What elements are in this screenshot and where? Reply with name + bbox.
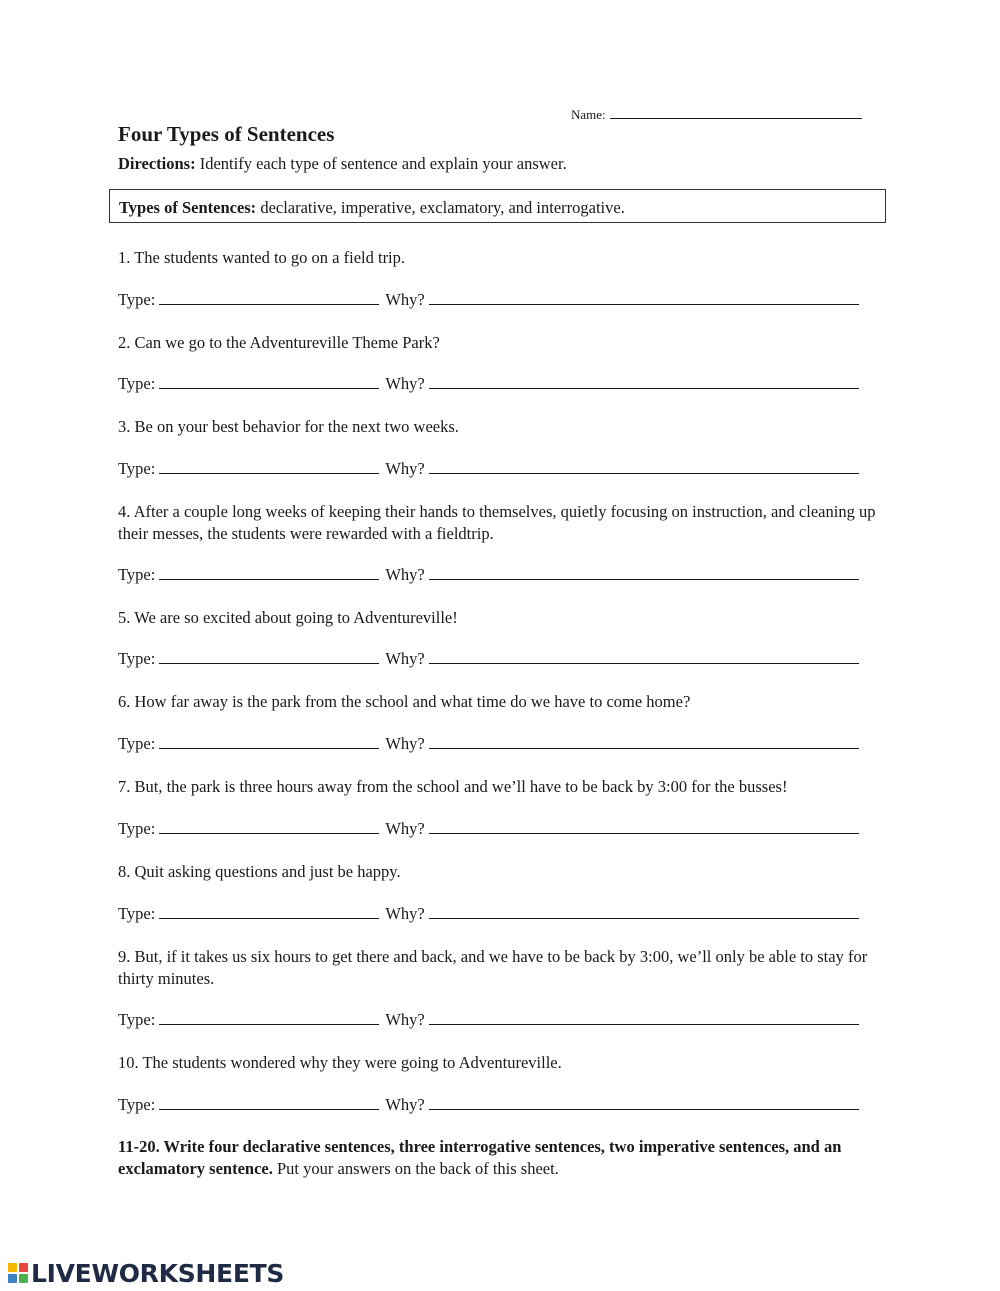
type-label: Type:	[118, 374, 156, 393]
liveworksheets-logo-text: LIVEWORKSHEETS	[31, 1258, 285, 1288]
why-label: Why?	[385, 1010, 425, 1029]
why-blank-6[interactable]	[429, 734, 859, 749]
answer-row-3	[118, 459, 859, 481]
sentence-types-label: Types of Sentences:	[119, 198, 257, 217]
why-label: Why?	[385, 374, 425, 393]
why-label: Why?	[385, 1095, 425, 1114]
why-blank-10[interactable]	[429, 1095, 859, 1110]
why-blank-9[interactable]	[429, 1010, 859, 1025]
question-6: 6. How far away is the park from the school and what time do we have to come home?	[118, 692, 691, 711]
type-label: Type:	[118, 290, 156, 309]
why-label: Why?	[385, 734, 425, 753]
type-blank-10[interactable]	[159, 1095, 379, 1110]
type-label: Type:	[118, 819, 156, 838]
type-blank-7[interactable]	[159, 819, 379, 834]
sentence-types-box	[109, 189, 886, 223]
type-blank-5[interactable]	[159, 649, 379, 664]
type-label: Type:	[118, 649, 156, 668]
type-label: Type:	[118, 1095, 156, 1114]
question-1: 1. The students wanted to go on a field trip.	[118, 248, 406, 267]
answer-row-2	[118, 374, 859, 396]
why-blank-2[interactable]	[429, 374, 859, 389]
directions-label: Directions:	[118, 154, 196, 173]
question-4: 4. After a couple long weeks of keeping their hands to themselves, quietly focusing on instruction, and cleaning up their messes, the students were rewarded with a fieldtrip.	[118, 502, 876, 543]
type-blank-4[interactable]	[159, 565, 379, 580]
answer-row-10	[118, 1095, 859, 1117]
question-7: 7. But, the park is three hours away from the school and we’ll have to be back by 3:00 for the busses!	[118, 777, 788, 796]
page-title: Four Types of Sentences	[118, 122, 335, 146]
answer-row-9	[118, 1010, 859, 1032]
why-blank-3[interactable]	[429, 459, 859, 474]
name-label: Name:	[571, 107, 606, 122]
why-label: Why?	[385, 459, 425, 478]
question-8: 8. Quit asking questions and just be happy.	[118, 862, 401, 881]
student-name-line	[571, 104, 862, 123]
why-label: Why?	[385, 565, 425, 584]
type-blank-3[interactable]	[159, 459, 379, 474]
type-blank-9[interactable]	[159, 1010, 379, 1025]
question-9: 9. But, if it takes us six hours to get there and back, and we have to be back by 3:00, we’ll only be able to stay for thirty minutes.	[118, 947, 868, 988]
type-blank-6[interactable]	[159, 734, 379, 749]
directions-text: Identify each type of sentence and explain your answer.	[195, 154, 567, 173]
liveworksheets-logo-icon	[8, 1263, 28, 1283]
type-blank-2[interactable]	[159, 374, 379, 389]
final-instructions	[118, 1136, 888, 1180]
question-2: 2. Can we go to the Adventureville Theme Park?	[118, 333, 440, 352]
answer-row-7	[118, 819, 859, 841]
answer-row-6	[118, 734, 859, 756]
final-instructions-rest: Put your answers on the back of this sheet.	[272, 1159, 559, 1178]
directions	[118, 154, 567, 174]
type-label: Type:	[118, 1010, 156, 1029]
why-blank-1[interactable]	[429, 290, 859, 305]
name-blank-field[interactable]	[610, 104, 862, 119]
type-label: Type:	[118, 734, 156, 753]
type-label: Type:	[118, 459, 156, 478]
type-label: Type:	[118, 904, 156, 923]
why-label: Why?	[385, 819, 425, 838]
why-blank-4[interactable]	[429, 565, 859, 580]
type-blank-1[interactable]	[159, 290, 379, 305]
sentence-types-text: declarative, imperative, exclamatory, and interrogative.	[256, 198, 625, 217]
logo-square-1	[8, 1263, 17, 1272]
question-3: 3. Be on your best behavior for the next two weeks.	[118, 417, 459, 436]
type-label: Type:	[118, 565, 156, 584]
why-blank-8[interactable]	[429, 904, 859, 919]
answer-row-1	[118, 290, 859, 312]
type-blank-8[interactable]	[159, 904, 379, 919]
answer-row-8	[118, 904, 859, 926]
final-instructions-bold: 11-20. Write four declarative sentences, three interrogative sentences, two imperative sentences, and an exclamatory sentence.	[118, 1137, 842, 1178]
question-10: 10. The students wondered why they were going to Adventureville.	[118, 1053, 562, 1072]
answer-row-5	[118, 649, 859, 671]
logo-square-3	[8, 1274, 17, 1283]
why-label: Why?	[385, 290, 425, 309]
logo-square-2	[19, 1263, 28, 1272]
why-label: Why?	[385, 649, 425, 668]
why-blank-5[interactable]	[429, 649, 859, 664]
answer-row-4	[118, 565, 859, 587]
question-5: 5. We are so excited about going to Adventureville!	[118, 608, 458, 627]
why-blank-7[interactable]	[429, 819, 859, 834]
why-label: Why?	[385, 904, 425, 923]
logo-square-4	[19, 1274, 28, 1283]
liveworksheets-logo[interactable]	[8, 1258, 284, 1288]
